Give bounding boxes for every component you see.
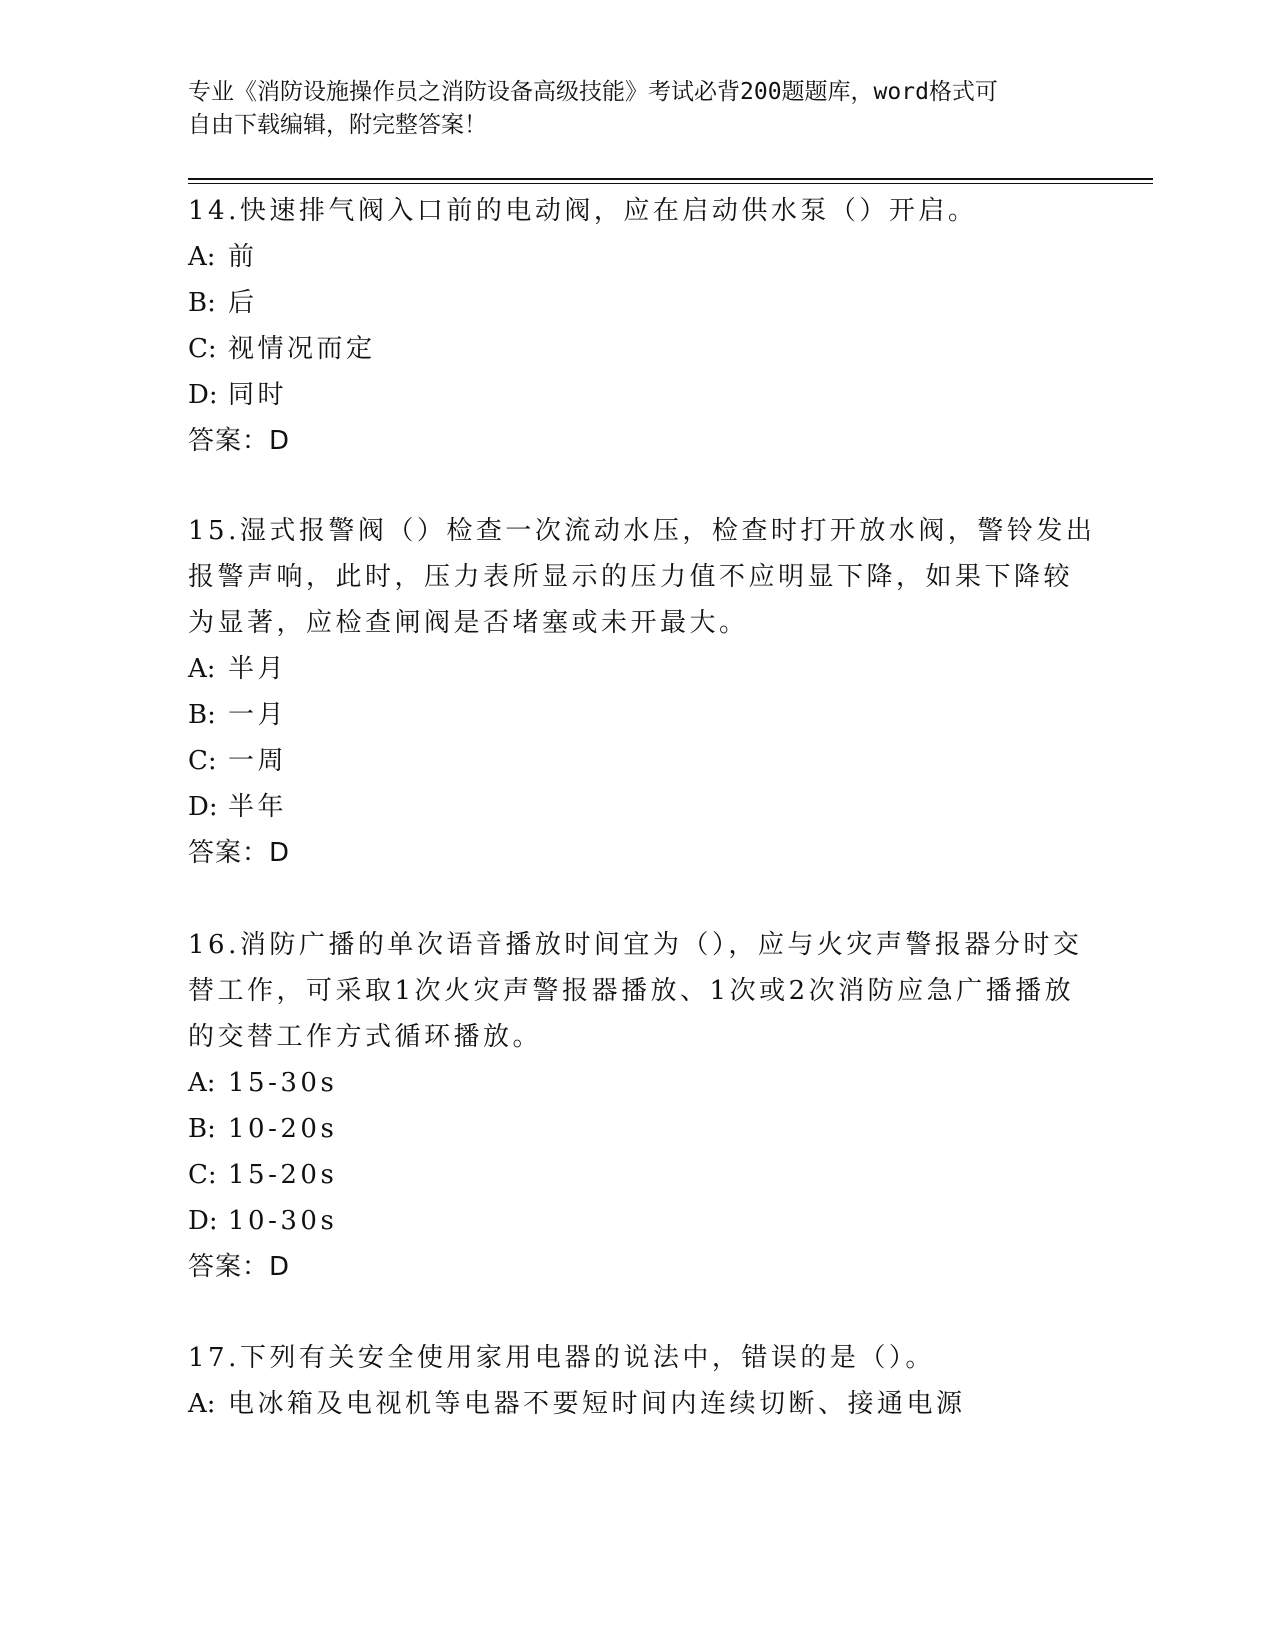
option-b <box>188 1106 1088 1152</box>
question-text: 为显著，应检查闸阀是否堵塞或未开最大。 <box>188 608 749 638</box>
option-label: A: <box>188 1068 216 1098</box>
option-label: D: <box>188 792 218 822</box>
option-text: 视情况而定 <box>228 334 376 364</box>
question-15 <box>188 508 1096 876</box>
option-label: A: <box>188 1389 216 1419</box>
question-text: 17.下列有关安全使用家用电器的说法中，错误的是（）。 <box>188 1343 935 1373</box>
header-divider-thick <box>188 178 1153 180</box>
option-label: D: <box>188 380 218 410</box>
option-text: 前 <box>228 242 258 272</box>
question-text: 报警声响，此时，压力表所显示的压力值不应明显下降，如果下降较 <box>188 562 1074 592</box>
question-text: 14.快速排气阀入口前的电动阀，应在启动供水泵（）开启。 <box>188 196 978 226</box>
answer: 答案：D <box>188 426 291 456</box>
option-label: C: <box>188 746 217 776</box>
option-text: 电冰箱及电视机等电器不要短时间内连续切断、接通电源 <box>228 1389 966 1419</box>
option-a <box>188 1060 1088 1106</box>
option-d <box>188 1198 1088 1244</box>
option-label: B: <box>188 700 216 730</box>
answer: 答案：D <box>188 1252 291 1282</box>
option-d <box>188 784 1088 830</box>
option-text: 10-30s <box>228 1206 338 1236</box>
option-label: C: <box>188 1160 217 1190</box>
question-16 <box>188 922 1088 1290</box>
question-17 <box>188 1335 1088 1427</box>
option-label: A: <box>188 654 216 684</box>
option-b <box>188 692 1088 738</box>
option-label: A: <box>188 242 216 272</box>
option-label: B: <box>188 288 216 318</box>
option-text: 一周 <box>228 746 288 776</box>
option-d <box>188 372 1088 418</box>
document-header <box>188 76 1068 142</box>
option-text: 一月 <box>228 700 288 730</box>
option-text: 半月 <box>228 654 288 684</box>
header-divider-thin <box>188 183 1153 184</box>
question-text: 的交替工作方式循环播放。 <box>188 1022 543 1052</box>
option-c <box>188 1152 1088 1198</box>
answer: 答案：D <box>188 838 291 868</box>
option-text: 10-20s <box>228 1114 338 1144</box>
option-text: 半年 <box>228 792 288 822</box>
header-line-1: 专业《消防设施操作员之消防设备高级技能》考试必背200题题库，word格式可 <box>188 79 998 105</box>
question-text: 16.消防广播的单次语音播放时间宜为（），应与火灾声警报器分时交 <box>188 930 1083 960</box>
option-a <box>188 646 1088 692</box>
option-c <box>188 738 1088 784</box>
question-text: 替工作，可采取1次火灾声警报器播放、1次或2次消防应急广播播放 <box>188 976 1075 1006</box>
option-text: 15-30s <box>228 1068 338 1098</box>
option-c <box>188 326 1088 372</box>
option-text: 15-20s <box>228 1160 338 1190</box>
option-text: 同时 <box>228 380 288 410</box>
header-line-2: 自由下载编辑，附完整答案！ <box>188 112 487 138</box>
question-14 <box>188 188 1088 464</box>
option-b <box>188 280 1088 326</box>
option-label: C: <box>188 334 217 364</box>
option-label: D: <box>188 1206 218 1236</box>
question-text: 15.湿式报警阀（）检查一次流动水压，检查时打开放水阀，警铃发出 <box>188 516 1096 546</box>
option-label: B: <box>188 1114 216 1144</box>
option-text: 后 <box>228 288 258 318</box>
option-a <box>188 234 1088 280</box>
option-a <box>188 1381 1088 1427</box>
